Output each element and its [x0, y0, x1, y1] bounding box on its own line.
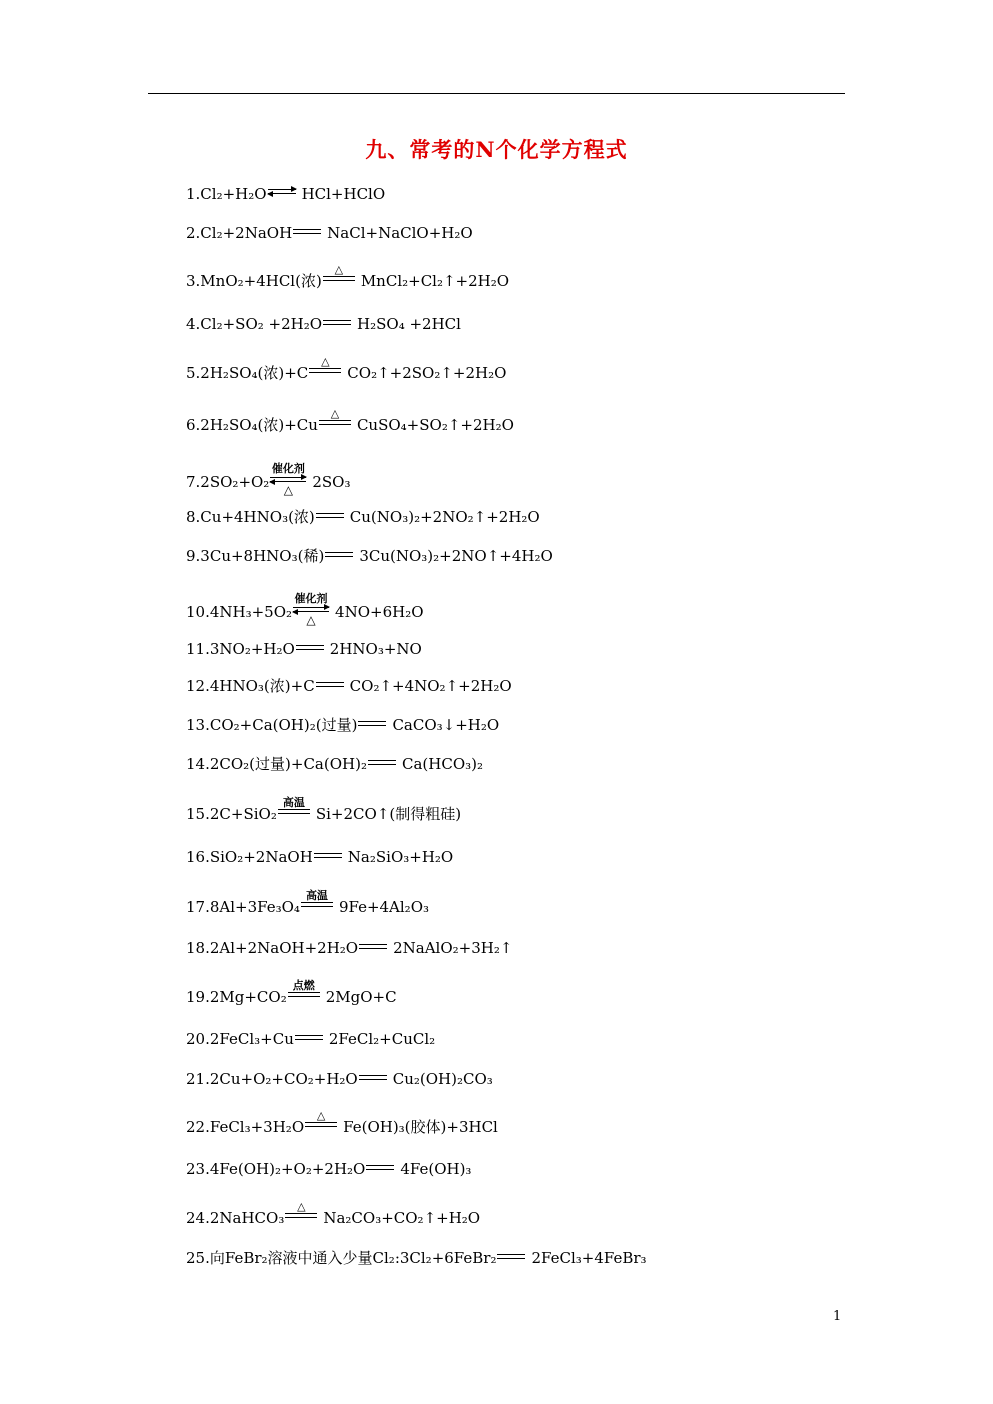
condition-equals-icon: [309, 355, 341, 378]
heat-label: △: [283, 483, 293, 497]
reaction-condition: △: [297, 1200, 306, 1213]
equals-sign-icon: [323, 319, 351, 325]
equation-row: [186, 546, 553, 566]
equation-reactants: 3.MnO₂+4HCl(浓): [186, 272, 322, 290]
equation-row: [186, 1029, 435, 1049]
equation-reactants: 21.2Cu+O₂+CO₂+H₂O: [186, 1070, 358, 1088]
condition-equals-icon: [301, 889, 333, 912]
equation-products: 2FeCl₃+4FeBr₃: [531, 1249, 647, 1267]
equation-products: Fe(OH)₃(胶体)+3HCl: [343, 1118, 498, 1136]
condition-equals-icon: [285, 1200, 317, 1223]
equals-sign-icon: [359, 943, 387, 949]
equation-products: NaCl+NaClO+H₂O: [327, 224, 473, 242]
equation-reactants: 17.8Al+3Fe₃O₄: [186, 898, 300, 916]
equals-sign-icon: [366, 1164, 394, 1170]
equation-reactants: 10.4NH₃+5O₂: [186, 603, 293, 621]
reaction-condition: 点燃: [292, 979, 315, 992]
equation-row: [186, 676, 512, 696]
equals-sign-icon: [295, 1034, 323, 1040]
equation-row: [186, 979, 397, 1007]
equation-reactants: 16.SiO₂+2NaOH: [186, 848, 313, 866]
equation-products: 2NaAlO₂+3H₂↑: [393, 939, 513, 957]
equation-reactants: 20.2FeCl₃+Cu: [186, 1030, 294, 1048]
equation-row: [186, 314, 461, 334]
page-number: 1: [833, 1309, 842, 1324]
equation-reactants: 9.3Cu+8HNO₃(稀): [186, 547, 325, 565]
equation-products: 3Cu(NO₃)₂+2NO↑+4H₂O: [359, 547, 553, 565]
equation-row: [186, 715, 499, 735]
equation-reactants: 24.2NaHCO₃: [186, 1209, 285, 1227]
equation-products: HCl+HClO: [301, 185, 386, 203]
catalyst-label: 催化剂: [294, 592, 328, 605]
page-title: 九、常考的N个化学方程式: [365, 137, 628, 162]
equation-products: 2FeCl₂+CuCl₂: [328, 1030, 436, 1048]
equation-reactants: 1.Cl₂+H₂O: [186, 185, 267, 203]
heat-label: △: [306, 613, 316, 627]
condition-equals-icon: [323, 263, 355, 286]
equation-reactants: 12.4HNO₃(浓)+C: [186, 677, 315, 695]
equals-sign-icon: [296, 644, 324, 650]
equation-row: [186, 1248, 647, 1268]
reaction-condition: △: [334, 263, 344, 276]
reaction-condition: △: [321, 355, 330, 368]
equals-sign-icon: [497, 1253, 525, 1259]
condition-equals-icon: [305, 1109, 337, 1132]
equation-row: [186, 223, 473, 243]
equation-row: [186, 1109, 498, 1137]
equation-row: [186, 639, 422, 659]
condition-equals-icon: [288, 979, 320, 1002]
equation-products: Si+2CO↑(制得粗硅): [315, 805, 462, 823]
condition-equals-icon: [319, 407, 351, 430]
equation-products: Na₂CO₃+CO₂↑+H₂O: [323, 1209, 481, 1227]
equals-sign-icon: [359, 1074, 387, 1080]
reaction-condition: △: [330, 407, 340, 420]
equation-reactants: 6.2H₂SO₄(浓)+Cu: [186, 416, 318, 434]
equation-row: [186, 355, 507, 383]
equation-reactants: 5.2H₂SO₄(浓)+C: [186, 364, 309, 382]
equals-sign-icon: [368, 759, 396, 765]
equation-row: [186, 407, 514, 435]
equation-row: [186, 1069, 493, 1089]
equation-reactants: 23.4Fe(OH)₂+O₂+2H₂O: [186, 1160, 366, 1178]
equation-products: H₂SO₄ +2HCl: [357, 315, 461, 333]
equation-reactants: 2.Cl₂+2NaOH: [186, 224, 293, 242]
equation-row: [186, 184, 385, 204]
equation-products: Na₂SiO₃+H₂O: [347, 848, 454, 866]
equation-reactants: 22.FeCl₃+3H₂O: [186, 1118, 305, 1136]
equation-row: [186, 507, 540, 527]
equation-products: CO₂↑+2SO₂↑+2H₂O: [347, 364, 507, 382]
equals-sign-icon: [316, 512, 344, 518]
equation-reactants: 19.2Mg+CO₂: [186, 988, 287, 1006]
equation-products: 2HNO₃+NO: [329, 640, 422, 658]
equation-products: Cu(NO₃)₂+2NO₂↑+2H₂O: [349, 508, 540, 526]
catalyst-label: 催化剂: [271, 462, 305, 475]
equals-sign-icon: [316, 681, 344, 687]
equals-sign-icon: [358, 720, 386, 726]
equation-products: Ca(HCO₃)₂: [401, 755, 483, 773]
equation-products: 4Fe(OH)₃: [400, 1160, 472, 1178]
reversible-arrow-icon: [268, 189, 296, 195]
equation-products: CO₂↑+4NO₂↑+2H₂O: [349, 677, 512, 695]
equation-products: Cu₂(OH)₂CO₃: [392, 1070, 493, 1088]
equation-row: [186, 938, 512, 958]
reaction-condition: 高温: [282, 796, 305, 809]
equation-products: 9Fe+4Al₂O₃: [338, 898, 430, 916]
equation-row: [186, 462, 351, 497]
equation-products: CaCO₃↓+H₂O: [392, 716, 500, 734]
equation-row: [186, 754, 483, 774]
equals-sign-icon: [293, 228, 321, 234]
equation-products: 4NO+6H₂O: [335, 603, 424, 621]
header-rule: [148, 93, 845, 94]
equation-row: [186, 592, 424, 627]
equation-reactants: 18.2Al+2NaOH+2H₂O: [186, 939, 359, 957]
equation-reactants: 8.Cu+4HNO₃(浓): [186, 508, 315, 526]
equation-reactants: 4.Cl₂+SO₂ +2H₂O: [186, 315, 323, 333]
reaction-condition: △: [316, 1109, 326, 1122]
equation-products: 2MgO+C: [325, 988, 397, 1006]
equals-sign-icon: [325, 551, 353, 557]
equation-row: [186, 1200, 481, 1228]
equation-reactants: 7.2SO₂+O₂: [186, 473, 270, 491]
equation-products: CuSO₄+SO₂↑+2H₂O: [356, 416, 514, 434]
equation-reactants: 11.3NO₂+H₂O: [186, 640, 295, 658]
equation-reactants: 15.2C+SiO₂: [186, 805, 277, 823]
equation-row: [186, 796, 462, 824]
equation-products: 2SO₃: [312, 473, 351, 491]
reaction-condition: 高温: [305, 889, 328, 902]
equals-sign-icon: [314, 852, 342, 858]
equation-reactants: 25.向FeBr₂溶液中通入少量Cl₂:3Cl₂+6FeBr₂: [186, 1249, 497, 1267]
catalytic-reversible-arrow-icon: [293, 592, 329, 627]
condition-equals-icon: [278, 796, 310, 819]
equation-row: [186, 889, 430, 917]
equation-reactants: 13.CO₂+Ca(OH)₂(过量): [186, 716, 358, 734]
equation-products: MnCl₂+Cl₂↑+2H₂O: [360, 272, 510, 290]
catalytic-reversible-arrow-icon: [270, 462, 306, 497]
equation-row: [186, 1159, 471, 1179]
equation-row: [186, 847, 453, 867]
equation-reactants: 14.2CO₂(过量)+Ca(OH)₂: [186, 755, 367, 773]
equation-row: [186, 263, 510, 291]
